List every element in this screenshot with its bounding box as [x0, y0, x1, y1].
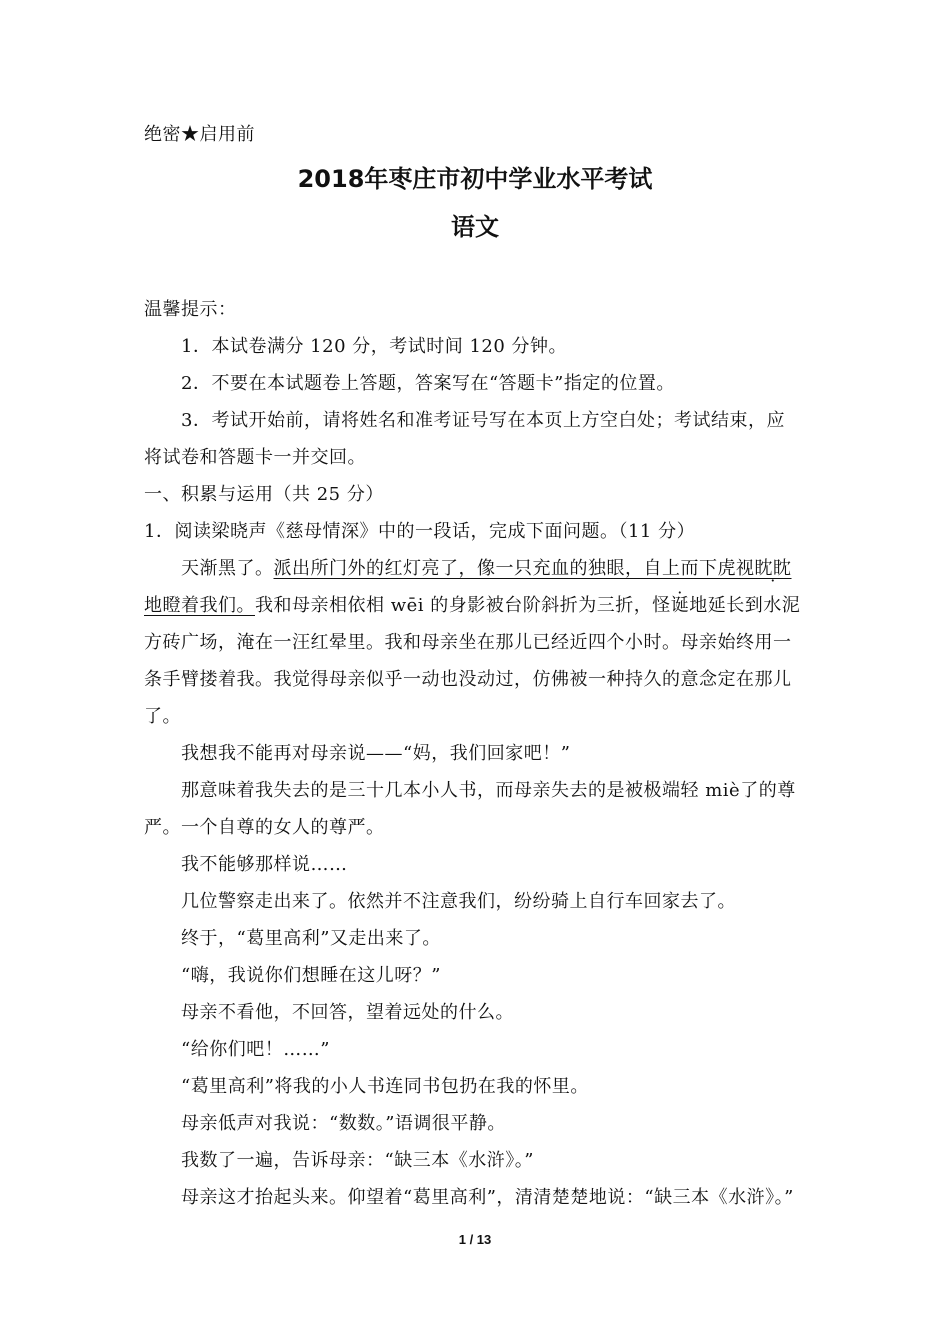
- underlined-sentence: [274, 558, 792, 579]
- question-1: 1．阅读梁晓声《慈母情深》中的一段话，完成下面问题。（11 分）: [144, 521, 696, 542]
- page-number: 1 / 13: [458, 1232, 492, 1247]
- section-heading: 一、积累与运用（共 25 分）: [144, 484, 384, 505]
- passage-line: “给你们吧！……”: [181, 1039, 330, 1060]
- passage-line: 母亲这才抬起头来。仰望着“葛里高利”，清清楚楚地说：“缺三本《水浒》。”: [181, 1187, 794, 1208]
- tip-item-2: 2．不要在本试题卷上答题，答案写在“答题卡”指定的位置。: [181, 373, 675, 394]
- passage-line: 母亲低声对我说：“数数。”语调很平静。: [181, 1113, 506, 1134]
- passage-line: 母亲不看他，不回答，望着远处的什么。: [181, 1002, 514, 1023]
- tips-heading: 温馨提示：: [144, 299, 237, 320]
- passage-line: [144, 594, 808, 618]
- passage-line: 我不能够那样说……: [181, 854, 348, 875]
- exam-title: 2018年枣庄市初中学业水平考试: [297, 165, 653, 193]
- underlined-text: 派出所门外的红灯亮了，像一只充血的独眼，自上而下虎视: [273, 558, 755, 579]
- passage-line: 方砖广场，淹在一汪红晕里。我和母亲坐在那儿已经近四个小时。母亲始终用一: [144, 632, 792, 653]
- passage-line: 终于，“葛里高利”又走出来了。: [181, 928, 441, 949]
- passage-line: “葛里高利”将我的小人书连同书包扔在我的怀里。: [181, 1076, 589, 1097]
- passage-text: 我和母亲相依相 wēi 的身影被台阶斜折为三折，怪: [255, 595, 671, 616]
- passage-line: 我数了一遍，告诉母亲：“缺三本《水浒》。”: [181, 1150, 534, 1171]
- tip-item-3: 3．考试开始前，请将姓名和准考证号写在本页上方空白处；考试结束，应: [181, 410, 785, 431]
- passage-line: 那意味着我失去的是三十几本小人书，而母亲失去的是被极端轻 miè了的尊: [181, 780, 796, 801]
- passage-text: 天渐黑了。: [181, 558, 274, 579]
- underlined-sentence-end: 地瞪着我们。: [144, 595, 255, 616]
- dotted-char: 诞: [670, 595, 690, 616]
- passage-text: 地延长到水泥: [689, 595, 801, 616]
- passage-line: “嗨，我说你们想睡在这儿呀？”: [181, 965, 441, 986]
- subject-title: 语文: [451, 213, 499, 241]
- passage-line: [181, 557, 808, 581]
- passage-line: 了。: [144, 706, 181, 727]
- tip-item-3-continued: 将试卷和答题卡一并交回。: [144, 447, 366, 468]
- passage-line: 几位警察走出来了。依然并不注意我们，纷纷骑上自行车回家去了。: [181, 891, 736, 912]
- passage-line: 我想我不能再对母亲说——“妈，我们回家吧！”: [181, 743, 571, 764]
- tip-item-1: 1．本试卷满分 120 分，考试时间 120 分钟。: [181, 336, 568, 357]
- passage-line: 严。一个自尊的女人的尊严。: [144, 817, 385, 838]
- dotted-chars: 眈眈: [754, 558, 792, 579]
- passage-line: 条手臂搂着我。我觉得母亲似乎一动也没动过，仿佛被一种持久的意念定在那儿: [144, 669, 792, 690]
- confidential-label: 绝密★启用前: [144, 124, 255, 145]
